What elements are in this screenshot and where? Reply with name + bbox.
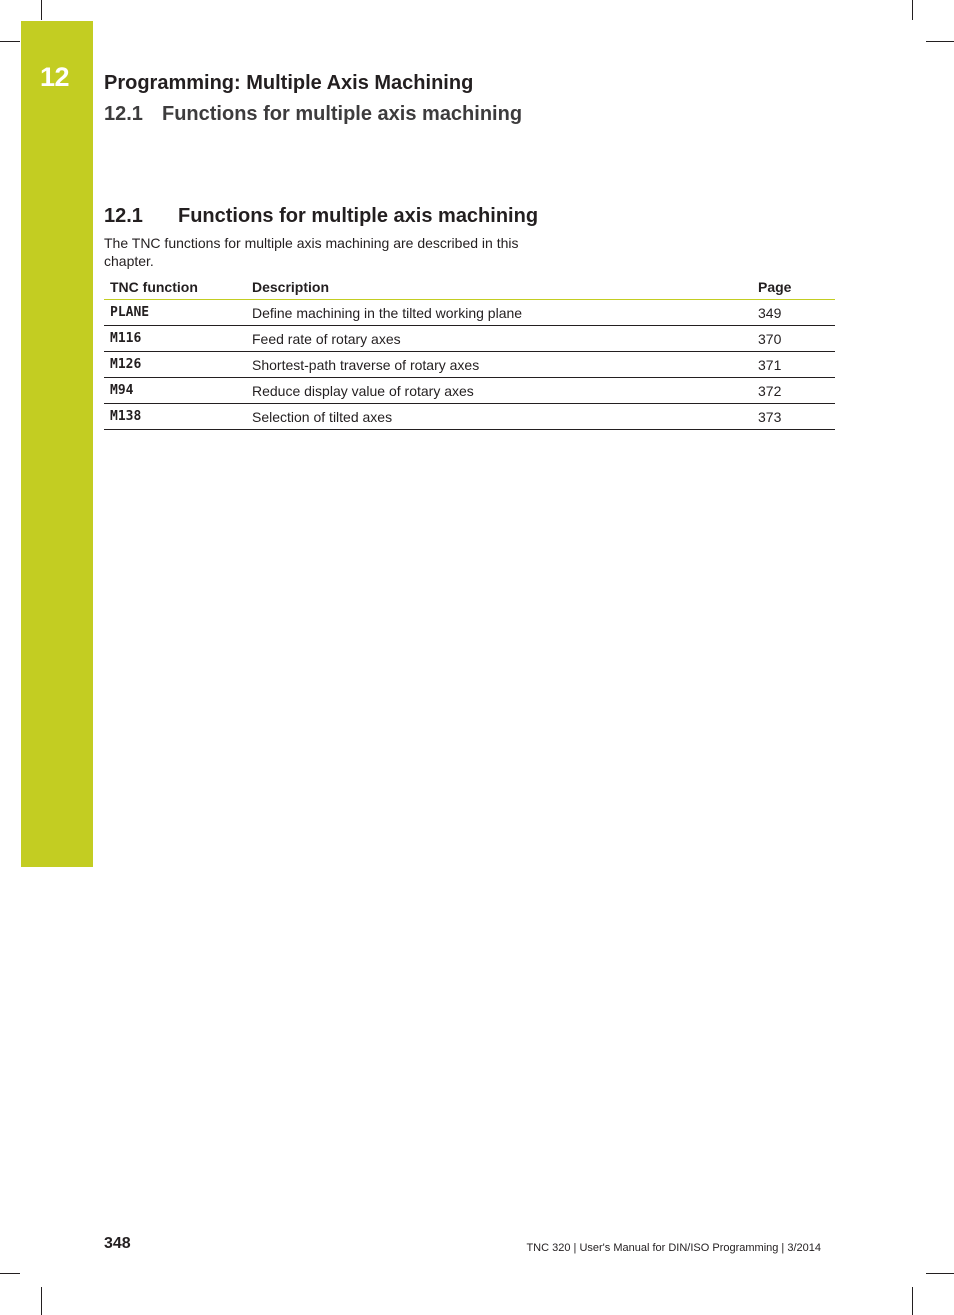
page-reference[interactable]: 373 xyxy=(752,404,835,430)
page-reference[interactable]: 371 xyxy=(752,352,835,378)
chapter-tab-bar xyxy=(21,21,93,867)
section-heading xyxy=(104,205,538,228)
crop-mark xyxy=(912,1287,913,1315)
page-reference[interactable]: 372 xyxy=(752,378,835,404)
page-reference[interactable]: 370 xyxy=(752,326,835,352)
function-description: Feed rate of rotary axes xyxy=(246,326,752,352)
function-description: Selection of tilted axes xyxy=(246,404,752,430)
header-tnc-function: TNC function xyxy=(104,274,246,300)
function-code: M116 xyxy=(104,326,246,352)
running-header-section-title: Functions for multiple axis machining xyxy=(162,103,523,125)
function-code: M126 xyxy=(104,352,246,378)
header-description: Description xyxy=(246,274,752,300)
crop-mark xyxy=(41,0,42,20)
section-title: Functions for multiple axis machining xyxy=(178,205,539,227)
crop-mark xyxy=(926,1273,954,1274)
running-header-section xyxy=(104,103,522,126)
footer-manual-title: TNC 320 | User's Manual for DIN/ISO Programming | 3/2014 xyxy=(526,1242,821,1254)
table-row xyxy=(104,378,835,404)
crop-mark xyxy=(0,41,20,42)
running-header-chapter-title: Programming: Multiple Axis Machining xyxy=(104,72,474,94)
chapter-number: 12 xyxy=(40,62,70,92)
crop-mark xyxy=(0,1273,20,1274)
page-number: 348 xyxy=(104,1235,131,1252)
function-description: Define machining in the tilted working plane xyxy=(246,300,752,326)
section-intro: The TNC functions for multiple axis machining are described in this chapter. xyxy=(104,235,519,269)
table-row xyxy=(104,352,835,378)
function-code: M138 xyxy=(104,404,246,430)
crop-mark xyxy=(41,1287,42,1315)
function-description: Shortest-path traverse of rotary axes xyxy=(246,352,752,378)
crop-mark xyxy=(926,41,954,42)
function-description: Reduce display value of rotary axes xyxy=(246,378,752,404)
table-header-row xyxy=(104,274,835,300)
table-row xyxy=(104,300,835,326)
running-header-section-number: 12.1 xyxy=(104,103,143,125)
functions-table xyxy=(104,274,835,430)
crop-mark xyxy=(912,0,913,20)
function-code: PLANE xyxy=(104,300,246,326)
table-row xyxy=(104,326,835,352)
page-reference[interactable]: 349 xyxy=(752,300,835,326)
section-number: 12.1 xyxy=(104,205,143,227)
header-page: Page xyxy=(752,274,835,300)
table-row xyxy=(104,404,835,430)
function-code: M94 xyxy=(104,378,246,404)
